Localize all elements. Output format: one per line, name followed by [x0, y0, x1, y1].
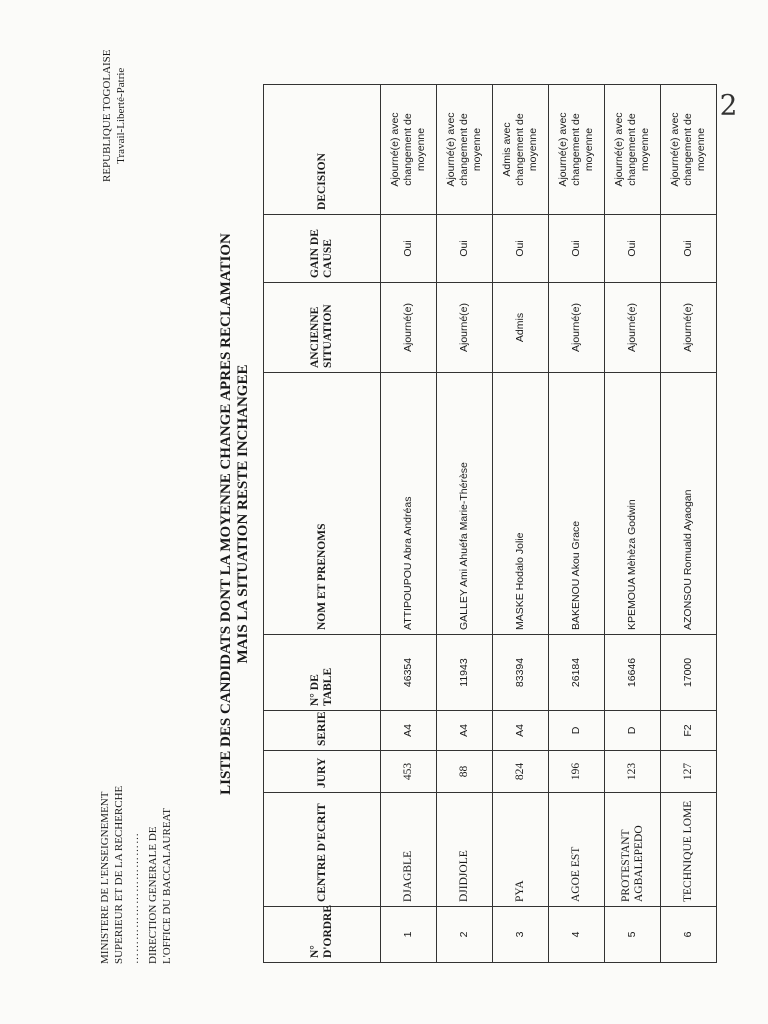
cell-gain: Oui — [661, 215, 717, 283]
cell-ancienne: Ajourné(e) — [661, 283, 717, 373]
republic-motto: Travail-Liberté-Patrie — [115, 67, 127, 164]
table-row — [381, 85, 437, 963]
cell-centre: DJAGBLE — [381, 793, 437, 907]
cell-jury: 196 — [549, 751, 605, 793]
cell-ordre: 5 — [605, 907, 661, 963]
cell-nom: MASKE Hodalo Jolie — [493, 373, 549, 635]
cell-serie: F2 — [661, 711, 717, 751]
cell-gain: Oui — [493, 215, 549, 283]
col-header-serie: SERIE — [264, 711, 381, 751]
cell-gain: Oui — [437, 215, 493, 283]
cell-serie: D — [605, 711, 661, 751]
col-header-ancienne: ANCIENNE SITUATION — [264, 283, 381, 373]
cell-decision: Ajourné(e) avec changement de moyenne — [381, 85, 437, 215]
cell-jury: 824 — [493, 751, 549, 793]
cell-ordre: 6 — [661, 907, 717, 963]
cell-ancienne: Ajourné(e) — [605, 283, 661, 373]
cell-nom: GALLEY Ami Ahuéfa Marie-Thérèse — [437, 373, 493, 635]
col-header-ordre: N° D'ORDRE — [264, 907, 381, 963]
cell-decision: Admis avec changement de moyenne — [493, 85, 549, 215]
col-header-gain: GAIN DE CAUSE — [264, 215, 381, 283]
col-header-nom: NOM ET PRENOMS — [264, 373, 381, 635]
cell-ordre: 2 — [437, 907, 493, 963]
cell-jury: 453 — [381, 751, 437, 793]
cell-decision: Ajourné(e) avec changement de moyenne — [549, 85, 605, 215]
cell-serie: A4 — [437, 711, 493, 751]
cell-decision: Ajourné(e) avec changement de moyenne — [437, 85, 493, 215]
cell-gain: Oui — [549, 215, 605, 283]
direction-line-1: DIRECTION GENERALE DE — [147, 826, 159, 964]
cell-ancienne: Ajourné(e) — [381, 283, 437, 373]
cell-serie: A4 — [381, 711, 437, 751]
cell-nom: ATTIPOUPOU Abra Andréas — [381, 373, 437, 635]
cell-ancienne: Ajourné(e) — [549, 283, 605, 373]
cell-centre: TECHNIQUE LOME — [661, 793, 717, 907]
ministry-header — [98, 786, 174, 964]
cell-table-no: 46354 — [381, 635, 437, 711]
col-header-centre: CENTRE D'ECRIT — [264, 793, 381, 907]
cell-decision: Ajourné(e) avec changement de moyenne — [605, 85, 661, 215]
ministry-line-2: SUPERIEUR ET DE LA RECHERCHE — [113, 785, 125, 964]
col-header-decision: DECISION — [264, 85, 381, 215]
title-line-1: LISTE DES CANDIDATS DONT LA MOYENNE CHANGE APRES RECLAMATION — [218, 233, 234, 795]
cell-nom: BAKENOU Akou Grace — [549, 373, 605, 635]
cell-table-no: 16646 — [605, 635, 661, 711]
cell-nom: KPEMOUA Mèhèza Godwin — [605, 373, 661, 635]
cell-centre: DJIDJOLE — [437, 793, 493, 907]
republic-name: REPUBLIQUE TOGOLAISE — [101, 49, 113, 182]
handwritten-page-mark: 2 — [719, 88, 738, 122]
cell-centre: PYA — [493, 793, 549, 907]
cell-gain: Oui — [605, 215, 661, 283]
cell-centre: PROTESTANT AGBALEPEDO — [605, 793, 661, 907]
table-row — [549, 85, 605, 963]
cell-serie: D — [549, 711, 605, 751]
cell-table-no: 11943 — [437, 635, 493, 711]
candidates-table — [263, 84, 717, 963]
table-row — [661, 85, 717, 963]
table-row — [437, 85, 493, 963]
table-header-row — [264, 85, 381, 963]
cell-table-no: 17000 — [661, 635, 717, 711]
cell-gain: Oui — [381, 215, 437, 283]
cell-jury: 123 — [605, 751, 661, 793]
header-dots: …………………………… — [129, 832, 141, 964]
cell-table-no: 26184 — [549, 635, 605, 711]
cell-jury: 127 — [661, 751, 717, 793]
document-title — [218, 194, 252, 834]
title-line-2: MAIS LA SITUATION RESTE INCHANGEE — [235, 364, 251, 664]
cell-nom: AZONSOU Romuald Ayaogan — [661, 373, 717, 635]
cell-table-no: 83394 — [493, 635, 549, 711]
cell-ancienne: Ajourné(e) — [437, 283, 493, 373]
table-row — [493, 85, 549, 963]
cell-jury: 88 — [437, 751, 493, 793]
cell-ancienne: Admis — [493, 283, 549, 373]
cell-ordre: 1 — [381, 907, 437, 963]
cell-serie: A4 — [493, 711, 549, 751]
cell-ordre: 3 — [493, 907, 549, 963]
cell-ordre: 4 — [549, 907, 605, 963]
col-header-jury: JURY — [264, 751, 381, 793]
republic-header — [100, 49, 128, 182]
cell-decision: Ajourné(e) avec changement de moyenne — [661, 85, 717, 215]
cell-centre: AGOE EST — [549, 793, 605, 907]
ministry-line-1: MINISTERE DE L'ENSEIGNEMENT — [99, 791, 111, 964]
col-header-table-no: N° DE TABLE — [264, 635, 381, 711]
table-row — [605, 85, 661, 963]
direction-line-2: L'OFFICE DU BACCALAUREAT — [161, 808, 173, 964]
